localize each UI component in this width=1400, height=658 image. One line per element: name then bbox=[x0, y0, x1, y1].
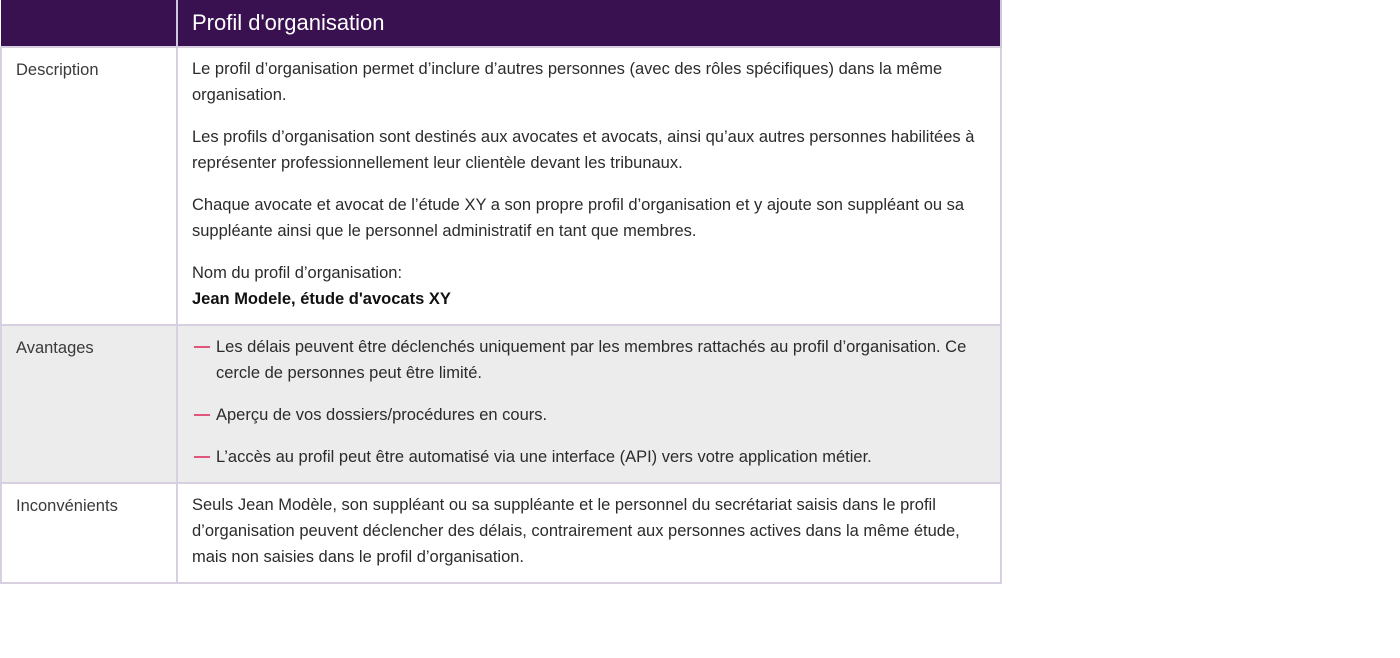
list-item-text: Les délais peuvent être déclenchés uniquement par les membres rattachés au profil d’organisation. Ce cercle de personnes peut être limité. bbox=[216, 338, 967, 382]
header-title: Profil d'organisation bbox=[177, 0, 1001, 47]
list-item-text: L’accès au profil peut être automatisé via une interface (API) vers votre application métier. bbox=[216, 448, 872, 466]
dash-bullet-icon bbox=[194, 414, 210, 416]
list-item bbox=[192, 334, 986, 386]
dash-bullet-icon bbox=[194, 456, 210, 458]
row-label-description: Description bbox=[1, 47, 177, 325]
advantages-list bbox=[192, 334, 986, 470]
description-paragraph: Le profil d’organisation permet d’inclure d’autres personnes (avec des rôles spécifiques) dans la même organisation. bbox=[192, 60, 943, 104]
description-paragraph: Chaque avocate et avocat de l’étude XY a son propre profil d’organisation et y ajoute son suppléant ou sa suppléante ainsi que le personnel administratif en tant que membres. bbox=[192, 196, 965, 240]
disadvantages-cell bbox=[177, 483, 1001, 583]
list-item bbox=[192, 444, 986, 470]
row-label-disadvantages: Inconvénients bbox=[1, 483, 177, 583]
table-row-description bbox=[1, 47, 1001, 325]
dash-bullet-icon bbox=[194, 346, 210, 348]
header-empty-cell bbox=[1, 0, 177, 47]
list-item bbox=[192, 402, 986, 428]
profile-name-label: Nom du profil d’organisation: bbox=[192, 264, 403, 282]
table-header-row bbox=[1, 0, 1001, 47]
description-paragraph: Les profils d’organisation sont destinés aux avocates et avocats, ainsi qu’aux autres personnes habilitées à représenter professionnellement leur clientèle devant les tribunaux. bbox=[192, 128, 975, 172]
list-item-text: Aperçu de vos dossiers/procédures en cours. bbox=[216, 406, 548, 424]
profile-name-block bbox=[192, 260, 986, 312]
row-label-advantages: Avantages bbox=[1, 325, 177, 483]
disadvantages-text: Seuls Jean Modèle, son suppléant ou sa suppléante et le personnel du secrétariat saisis dans le profil d’organisation peuvent déclencher des délais, contrairement aux personnes actives dans la même étude, mais non saisies dans le profil d’organisation. bbox=[192, 496, 960, 566]
table-row-advantages bbox=[1, 325, 1001, 483]
table-row-disadvantages bbox=[1, 483, 1001, 583]
description-cell bbox=[177, 47, 1001, 325]
advantages-cell bbox=[177, 325, 1001, 483]
profile-name-value: Jean Modele, étude d'avocats XY bbox=[192, 290, 451, 308]
